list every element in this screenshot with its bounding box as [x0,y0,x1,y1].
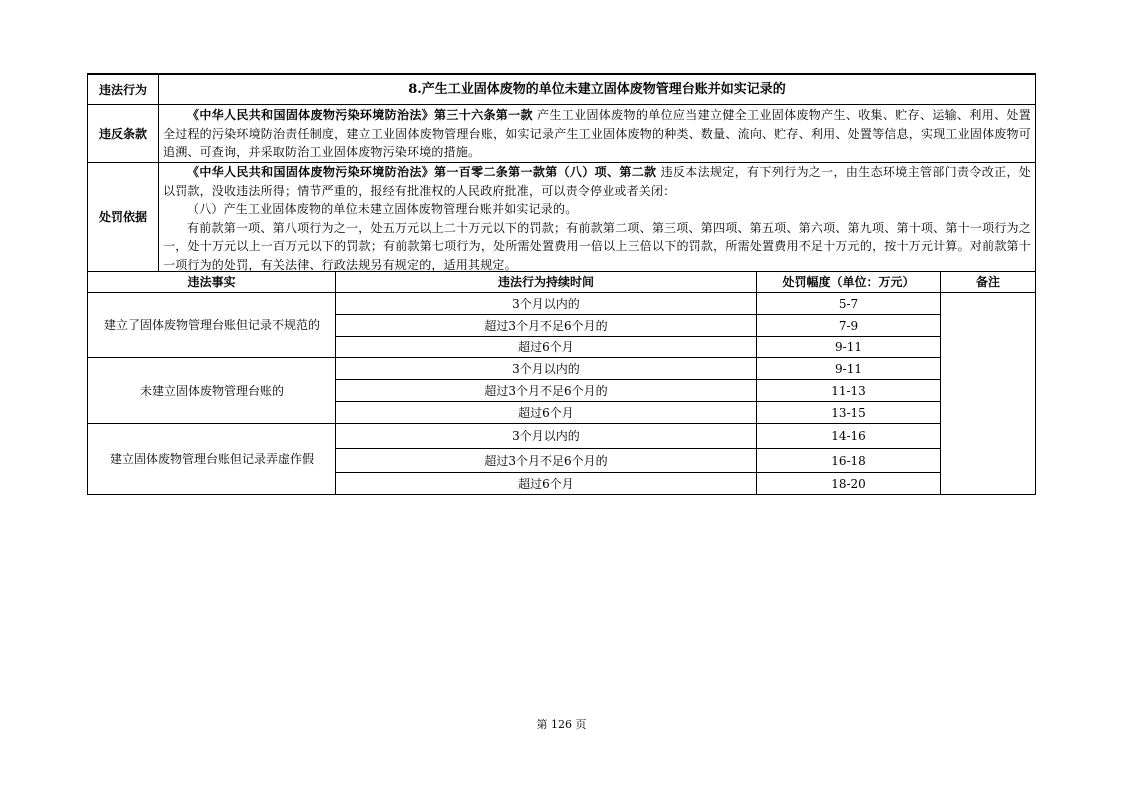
range-1-2: 7-9 [838,318,859,333]
page-number: 第 126 页 [536,718,587,731]
basis-para-2: （八）产生工业固体废物的单位未建立固体废物管理台账并如实记录的。 [187,202,578,216]
basis-label: 处罚依据 [98,210,147,224]
basis-body-1: 违反本法规定，有下列行为之一，由生态环境主管部门责令改正，处以罚款，没收违法所得；情节严重的，报经有批准权的人民政府批准，可以责令停业或者关闭： [163,165,1031,198]
duration-2-2: 超过3个月不足6个月的 [484,383,608,398]
rule-h1 [87,104,1036,105]
duration-1-2: 超过3个月不足6个月的 [484,318,608,333]
basis-para-3: 有前款第一项、第八项行为之一，处五万元以上二十万元以下的罚款；有前款第二项、第三项、第四项、第五项、第六项、第九项、第十项、第十一项行为之一，处十万元以上一百万元以下的罚款；有前款第七项行为，处所需处置费用一倍以上三倍以下的罚款，所需处置费用不足十万元的，按十万元计算。对前款第十一项行为的处罚，有关法律、行政法规另有规定的，适用其规定。 [163,220,1031,272]
range-2-3: 13-15 [831,405,866,420]
fact-group-2: 未建立固体废物管理台账的 [139,383,284,398]
rule-right [1035,73,1036,495]
duration-3-2: 超过3个月不足6个月的 [484,453,608,468]
violation-label: 违法行为 [98,82,147,97]
duration-2-3: 超过6个月 [518,405,574,420]
range-2-2: 11-13 [831,383,866,398]
clause-text [163,106,1031,161]
header-duration: 违法行为持续时间 [497,275,594,289]
duration-1-1: 3个月以内的 [512,296,580,311]
fact-group-3: 建立固体废物管理台账但记录弄虚作假 [109,452,314,466]
duration-3-1: 3个月以内的 [512,429,580,443]
fact-group-1: 建立了固体废物管理台账但记录不规范的 [103,318,320,332]
basis-para-1 [163,163,1031,200]
header-fact: 违法事实 [187,275,236,289]
clause-law: 《中华人民共和国固体废物污染环境防治法》第三十六条第一款 [187,108,533,122]
note-cell [941,293,1035,494]
range-1-3: 9-11 [835,340,862,354]
range-3-1: 14-16 [831,429,866,443]
rule-bottom [87,494,1036,495]
violation-title: 8.产生工业固体废物的单位未建立固体废物管理台账并如实记录的 [408,81,786,97]
basis-law: 《中华人民共和国固体废物污染环境防治法》第一百零二条第一款第（八）项、第二款 [187,165,657,179]
header-range: 处罚幅度（单位：万元） [782,275,915,289]
range-3-2: 16-18 [831,453,866,468]
duration-1-3: 超过6个月 [518,340,574,354]
duration-3-3: 超过6个月 [518,476,574,491]
basis-text [163,163,1031,271]
range-2-1: 9-11 [835,361,862,376]
clause-label: 违反条款 [98,126,147,141]
duration-2-1: 3个月以内的 [512,361,580,376]
clause-body: 产生工业固体废物的单位应当建立健全工业固体废物产生、收集、贮存、运输、利用、处置全过程的污染环境防治责任制度，建立工业固体废物管理台账，如实记录产生工业固体废物的种类、数量、流向、贮存、利用、处置等信息，实现工业固体废物可追溯、可查询，并采取防治工业固体废物污染环境的措施。 [163,108,1031,159]
range-1-1: 5-7 [838,296,859,311]
range-3-3: 18-20 [831,476,866,491]
header-note: 备注 [975,275,1000,289]
